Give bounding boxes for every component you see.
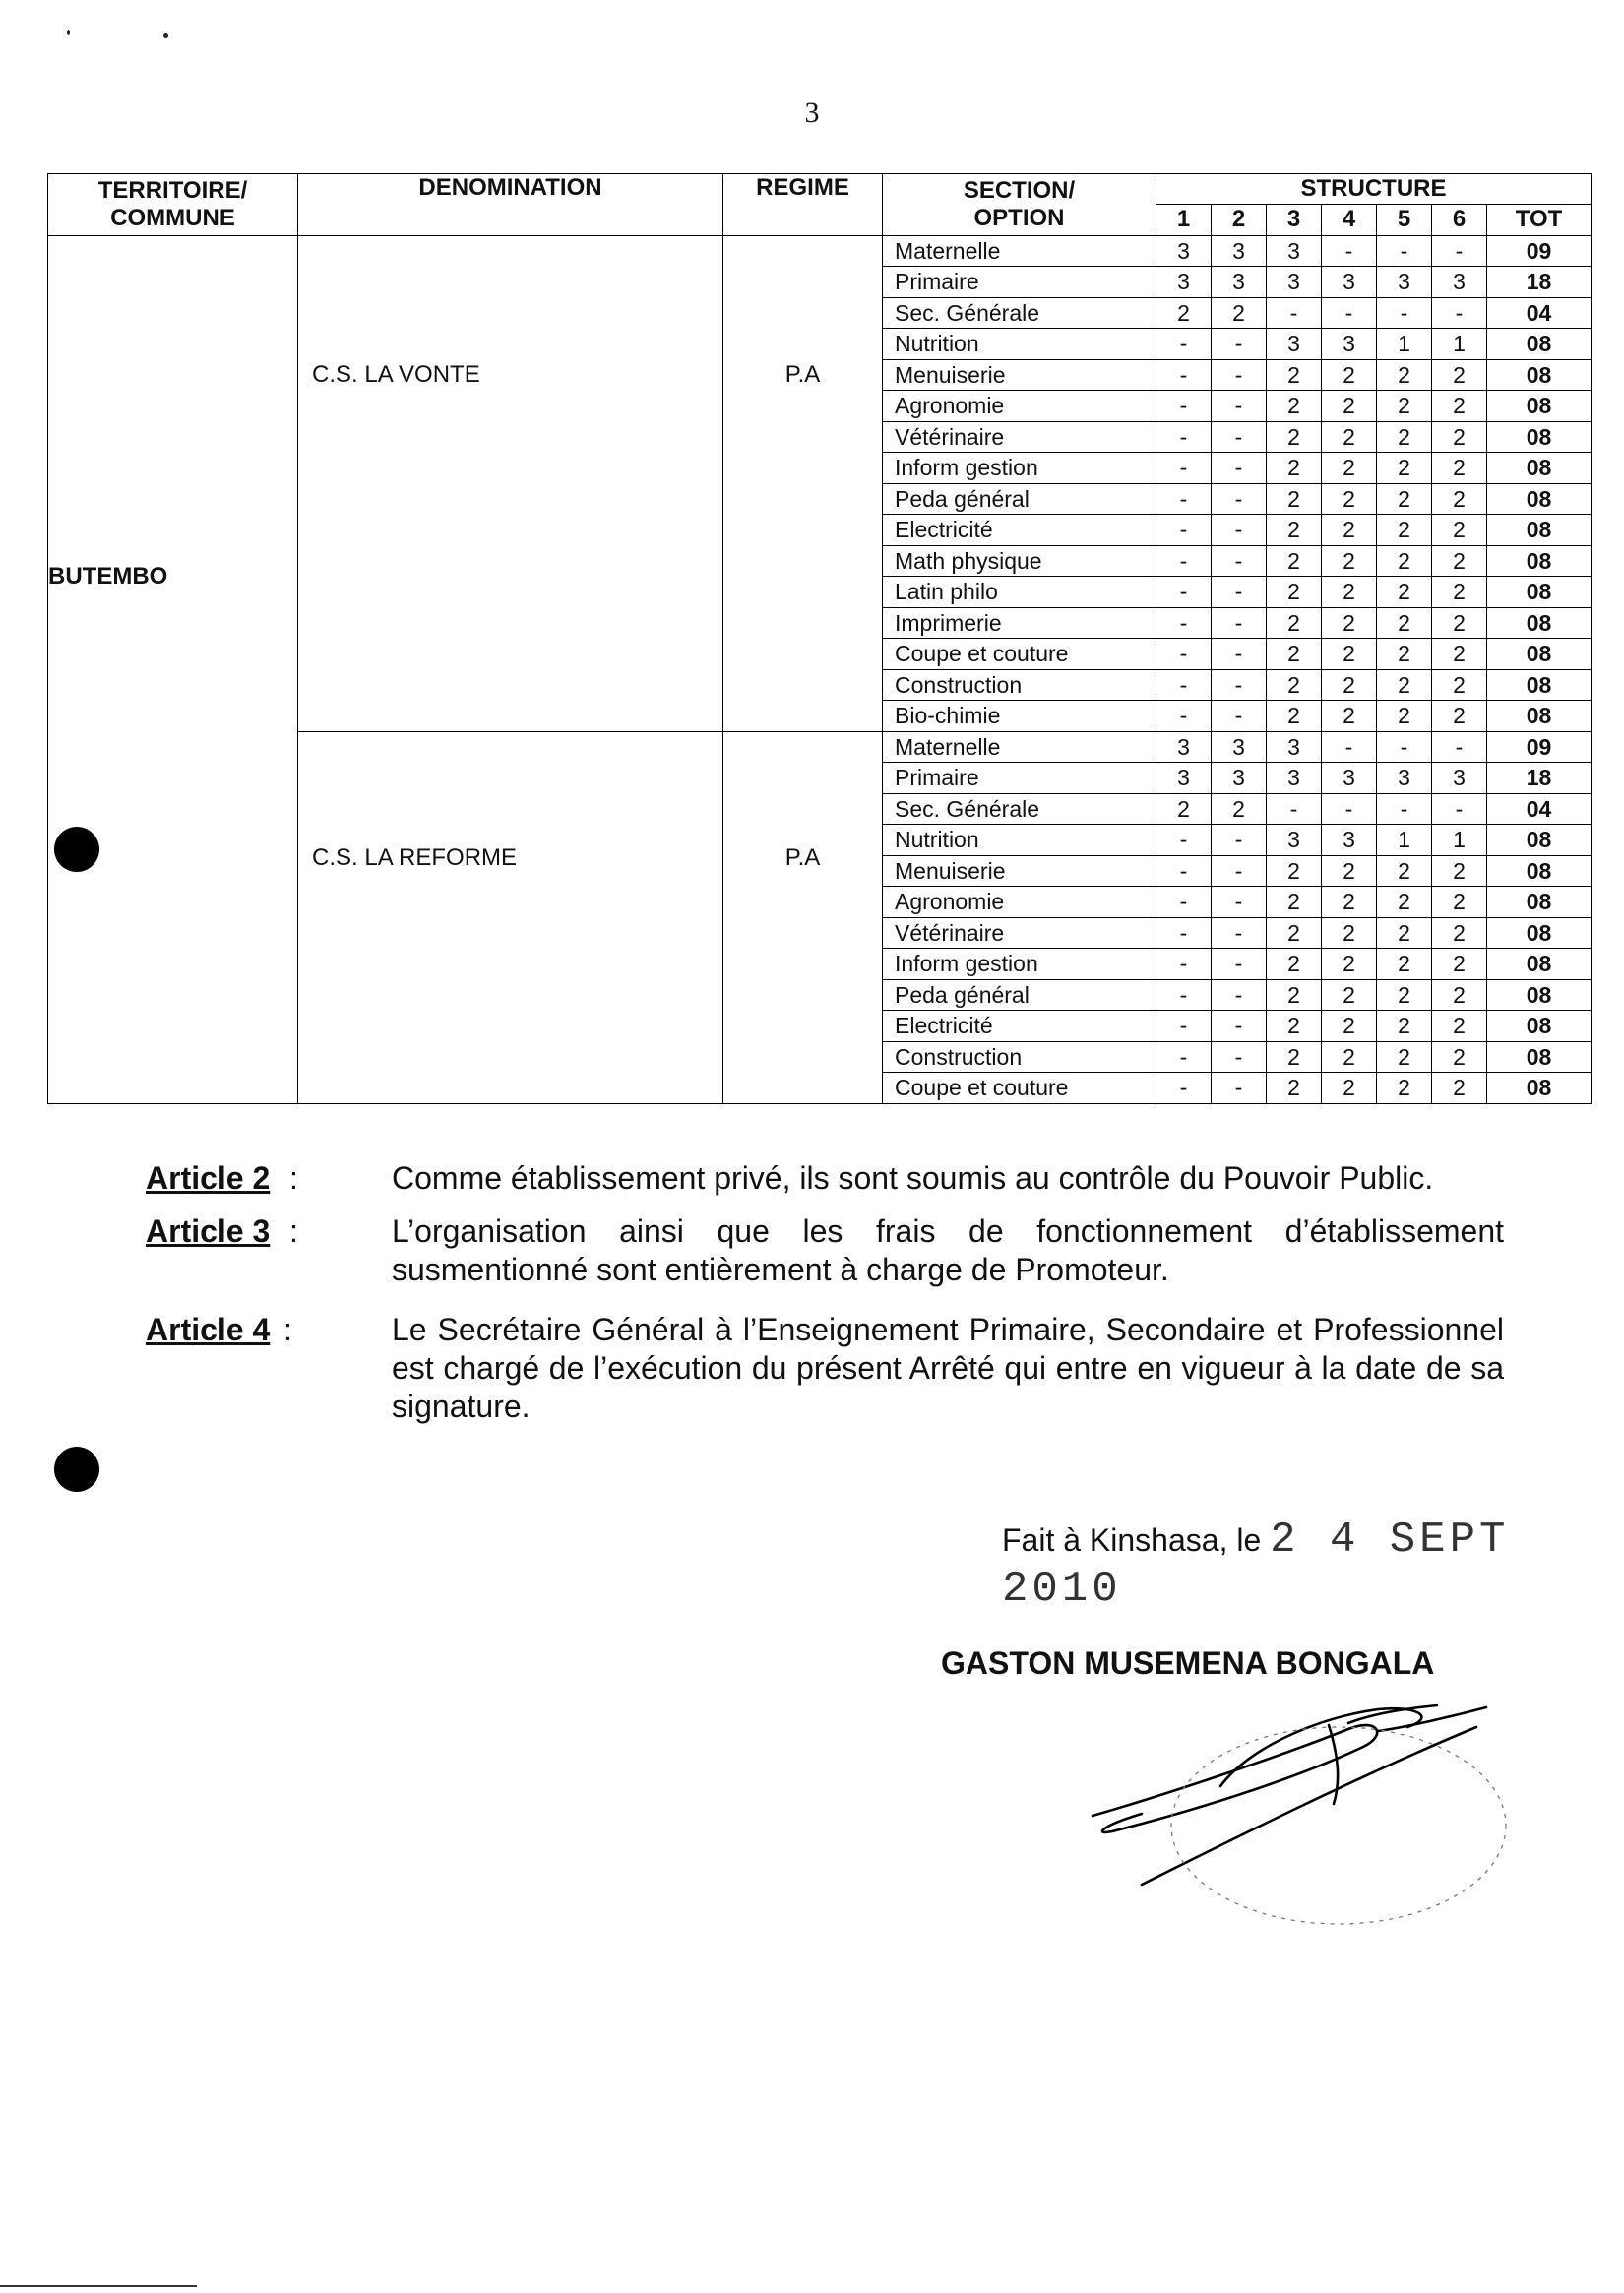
- option-cell: Peda général: [883, 483, 1156, 515]
- year-value: 2: [1432, 359, 1487, 391]
- year-value: 2: [1377, 949, 1432, 980]
- total-value: 08: [1487, 453, 1592, 484]
- header-year: 5: [1377, 205, 1432, 236]
- total-value: 08: [1487, 545, 1592, 577]
- scan-speck: [163, 33, 168, 38]
- year-value: -: [1156, 545, 1212, 577]
- article-text: L’organisation ainsi que les frais de fonctionnement d’établissement susmentionné sont entièrement à charge de Promoteur.: [392, 1213, 1504, 1287]
- article-text: Comme établissement privé, ils sont soumis au contrôle du Pouvoir Public.: [392, 1160, 1434, 1196]
- year-value: -: [1212, 669, 1267, 701]
- total-value: 08: [1487, 979, 1592, 1011]
- article-text: Le Secrétaire Général à l’Enseignement Primaire, Secondaire et Professionnel est chargé de l’exécution du présent Arrêté qui entre en vigueur à la date de sa signature.: [392, 1312, 1504, 1424]
- year-value: 2: [1322, 979, 1377, 1011]
- year-value: 2: [1322, 545, 1377, 577]
- school-structure-table: [47, 173, 1592, 1104]
- article-label: Article 4: [146, 1312, 271, 1347]
- total-value: 08: [1487, 483, 1592, 515]
- year-value: 2: [1322, 515, 1377, 546]
- total-value: 09: [1487, 731, 1592, 763]
- year-value: 2: [1377, 701, 1432, 732]
- option-cell: Menuiserie: [883, 359, 1156, 391]
- year-value: -: [1432, 297, 1487, 329]
- option-cell: Electricité: [883, 515, 1156, 546]
- year-value: 2: [1377, 855, 1432, 887]
- year-value: 2: [1322, 701, 1377, 732]
- year-value: 3: [1322, 267, 1377, 298]
- year-value: -: [1212, 577, 1267, 608]
- option-cell: Construction: [883, 669, 1156, 701]
- header-year: 6: [1432, 205, 1487, 236]
- option-cell: Primaire: [883, 267, 1156, 298]
- year-value: 2: [1322, 1073, 1377, 1104]
- year-value: 2: [1267, 949, 1322, 980]
- total-value: 08: [1487, 825, 1592, 856]
- year-value: 2: [1267, 855, 1322, 887]
- year-value: -: [1267, 297, 1322, 329]
- year-value: -: [1267, 793, 1322, 825]
- total-value: 08: [1487, 669, 1592, 701]
- year-value: 2: [1377, 979, 1432, 1011]
- article-colon: :: [289, 1213, 298, 1249]
- year-value: 2: [1377, 669, 1432, 701]
- year-value: 2: [1156, 297, 1212, 329]
- year-value: 2: [1322, 607, 1377, 639]
- year-value: 3: [1377, 267, 1432, 298]
- year-value: 2: [1377, 1041, 1432, 1073]
- header-section-option: SECTION/ OPTION: [883, 174, 1156, 236]
- year-value: 1: [1377, 825, 1432, 856]
- year-value: 3: [1267, 267, 1322, 298]
- year-value: -: [1156, 607, 1212, 639]
- year-value: 3: [1212, 267, 1267, 298]
- year-value: 2: [1322, 917, 1377, 949]
- option-cell: Maternelle: [883, 731, 1156, 763]
- total-value: 08: [1487, 887, 1592, 918]
- year-value: 2: [1377, 607, 1432, 639]
- year-value: 2: [1267, 421, 1322, 453]
- school-name: C.S. LA VONTE: [298, 235, 723, 731]
- place-and-date: [1002, 1516, 1624, 1614]
- year-value: -: [1322, 731, 1377, 763]
- year-value: 2: [1267, 1041, 1322, 1073]
- year-value: 2: [1377, 545, 1432, 577]
- total-value: 04: [1487, 297, 1592, 329]
- year-value: 2: [1432, 577, 1487, 608]
- year-value: 3: [1322, 825, 1377, 856]
- option-cell: Inform gestion: [883, 949, 1156, 980]
- year-value: 2: [1267, 979, 1322, 1011]
- year-value: 2: [1322, 887, 1377, 918]
- year-value: 2: [1322, 359, 1377, 391]
- year-value: 2: [1432, 391, 1487, 422]
- option-cell: Math physique: [883, 545, 1156, 577]
- year-value: 3: [1432, 267, 1487, 298]
- year-value: 3: [1212, 731, 1267, 763]
- year-value: 2: [1267, 1073, 1322, 1104]
- year-value: -: [1212, 545, 1267, 577]
- year-value: 2: [1267, 1011, 1322, 1042]
- year-value: -: [1432, 235, 1487, 267]
- year-value: -: [1212, 421, 1267, 453]
- year-value: -: [1432, 731, 1487, 763]
- year-value: 2: [1267, 359, 1322, 391]
- school-regime: P.A: [723, 235, 883, 731]
- year-value: 2: [1322, 949, 1377, 980]
- total-value: 08: [1487, 1041, 1592, 1073]
- year-value: 2: [1432, 1011, 1487, 1042]
- year-value: -: [1156, 359, 1212, 391]
- total-value: 08: [1487, 391, 1592, 422]
- year-value: -: [1156, 421, 1212, 453]
- year-value: 2: [1267, 453, 1322, 484]
- year-value: 2: [1432, 545, 1487, 577]
- year-value: -: [1156, 887, 1212, 918]
- year-value: -: [1432, 793, 1487, 825]
- table-body: [48, 235, 1592, 1103]
- place-label: Fait à Kinshasa, le: [1002, 1522, 1262, 1558]
- year-value: 2: [1212, 793, 1267, 825]
- total-value: 08: [1487, 359, 1592, 391]
- year-value: 3: [1267, 235, 1322, 267]
- year-value: -: [1322, 235, 1377, 267]
- year-value: 2: [1267, 577, 1322, 608]
- year-value: -: [1212, 607, 1267, 639]
- year-value: 2: [1377, 1011, 1432, 1042]
- total-value: 08: [1487, 949, 1592, 980]
- year-value: -: [1156, 1011, 1212, 1042]
- total-value: 08: [1487, 917, 1592, 949]
- article-colon: :: [283, 1312, 292, 1347]
- year-value: -: [1377, 793, 1432, 825]
- total-value: 08: [1487, 421, 1592, 453]
- header-year: 1: [1156, 205, 1212, 236]
- year-value: 3: [1156, 763, 1212, 794]
- article-label: Article 2: [146, 1160, 271, 1196]
- header-territoire: TERRITOIRE/ COMMUNE: [48, 174, 298, 236]
- option-cell: Nutrition: [883, 329, 1156, 360]
- option-cell: Agronomie: [883, 887, 1156, 918]
- total-value: 04: [1487, 793, 1592, 825]
- total-value: 18: [1487, 763, 1592, 794]
- year-value: -: [1156, 979, 1212, 1011]
- option-cell: Sec. Générale: [883, 793, 1156, 825]
- year-value: 2: [1322, 855, 1377, 887]
- article-colon: :: [289, 1160, 298, 1196]
- year-value: -: [1156, 1041, 1212, 1073]
- year-value: -: [1212, 391, 1267, 422]
- total-value: 08: [1487, 1011, 1592, 1042]
- year-value: 1: [1432, 825, 1487, 856]
- year-value: 2: [1267, 639, 1322, 670]
- total-value: 08: [1487, 1073, 1592, 1104]
- option-cell: Agronomie: [883, 391, 1156, 422]
- year-value: 2: [1156, 793, 1212, 825]
- year-value: 2: [1322, 483, 1377, 515]
- year-value: -: [1212, 329, 1267, 360]
- year-value: 2: [1267, 607, 1322, 639]
- year-value: 3: [1156, 235, 1212, 267]
- table-row: [48, 235, 1592, 267]
- total-value: 18: [1487, 267, 1592, 298]
- year-value: -: [1322, 793, 1377, 825]
- header-year: 2: [1212, 205, 1267, 236]
- year-value: 2: [1432, 483, 1487, 515]
- handwritten-signature: [1083, 1688, 1516, 1934]
- year-value: 3: [1377, 763, 1432, 794]
- year-value: -: [1212, 825, 1267, 856]
- year-value: 2: [1432, 949, 1487, 980]
- year-value: -: [1156, 639, 1212, 670]
- year-value: 3: [1267, 763, 1322, 794]
- total-value: 09: [1487, 235, 1592, 267]
- year-value: 3: [1156, 267, 1212, 298]
- year-value: -: [1156, 701, 1212, 732]
- year-value: 3: [1432, 763, 1487, 794]
- year-value: 2: [1432, 1041, 1487, 1073]
- header-regime: REGIME: [723, 174, 883, 236]
- article-label: Article 3: [146, 1213, 271, 1249]
- option-cell: Imprimerie: [883, 607, 1156, 639]
- year-value: 2: [1432, 917, 1487, 949]
- year-value: 2: [1432, 453, 1487, 484]
- option-cell: Nutrition: [883, 825, 1156, 856]
- year-value: 2: [1432, 421, 1487, 453]
- year-value: 3: [1212, 763, 1267, 794]
- total-value: 08: [1487, 329, 1592, 360]
- year-value: 2: [1267, 391, 1322, 422]
- header-year: 4: [1322, 205, 1377, 236]
- year-value: 2: [1267, 887, 1322, 918]
- year-value: 2: [1432, 855, 1487, 887]
- year-value: -: [1212, 453, 1267, 484]
- year-value: -: [1156, 917, 1212, 949]
- total-value: 08: [1487, 639, 1592, 670]
- total-value: 08: [1487, 577, 1592, 608]
- school-name: C.S. LA REFORME: [298, 731, 723, 1103]
- year-value: 2: [1267, 515, 1322, 546]
- date-stamp: 2 4 SEPT 2010: [1002, 1516, 1510, 1614]
- year-value: 2: [1432, 887, 1487, 918]
- territory-cell: BUTEMBO: [48, 235, 298, 1103]
- year-value: 2: [1322, 1041, 1377, 1073]
- year-value: -: [1212, 639, 1267, 670]
- header-structure: STRUCTURE: [1156, 174, 1592, 205]
- year-value: 2: [1267, 701, 1322, 732]
- option-cell: Coupe et couture: [883, 1073, 1156, 1104]
- total-value: 08: [1487, 701, 1592, 732]
- year-value: 2: [1432, 639, 1487, 670]
- year-value: 3: [1322, 329, 1377, 360]
- year-value: -: [1212, 917, 1267, 949]
- year-value: -: [1156, 949, 1212, 980]
- year-value: 3: [1212, 235, 1267, 267]
- year-value: 3: [1267, 329, 1322, 360]
- option-cell: Construction: [883, 1041, 1156, 1073]
- year-value: -: [1212, 483, 1267, 515]
- year-value: 2: [1377, 1073, 1432, 1104]
- year-value: 1: [1377, 329, 1432, 360]
- year-value: 2: [1322, 453, 1377, 484]
- year-value: -: [1212, 979, 1267, 1011]
- year-value: -: [1212, 1041, 1267, 1073]
- year-value: -: [1156, 391, 1212, 422]
- year-value: -: [1212, 887, 1267, 918]
- year-value: 2: [1432, 515, 1487, 546]
- option-cell: Peda général: [883, 979, 1156, 1011]
- option-cell: Vétérinaire: [883, 917, 1156, 949]
- year-value: 2: [1377, 359, 1432, 391]
- year-value: -: [1322, 297, 1377, 329]
- footer-rule: [0, 2285, 197, 2287]
- year-value: -: [1212, 949, 1267, 980]
- year-value: 2: [1267, 669, 1322, 701]
- year-value: 2: [1322, 669, 1377, 701]
- year-value: -: [1212, 515, 1267, 546]
- year-value: -: [1156, 329, 1212, 360]
- year-value: -: [1156, 669, 1212, 701]
- year-value: 2: [1377, 917, 1432, 949]
- option-cell: Bio-chimie: [883, 701, 1156, 732]
- option-cell: Sec. Générale: [883, 297, 1156, 329]
- year-value: 2: [1377, 639, 1432, 670]
- year-value: -: [1156, 483, 1212, 515]
- option-cell: Coupe et couture: [883, 639, 1156, 670]
- header-year: 3: [1267, 205, 1322, 236]
- year-value: 2: [1377, 483, 1432, 515]
- year-value: 2: [1377, 887, 1432, 918]
- year-value: 3: [1267, 731, 1322, 763]
- header-denomination: DENOMINATION: [298, 174, 723, 236]
- year-value: -: [1212, 701, 1267, 732]
- total-value: 08: [1487, 607, 1592, 639]
- year-value: -: [1212, 855, 1267, 887]
- year-value: 2: [1432, 979, 1487, 1011]
- school-regime: P.A: [723, 731, 883, 1103]
- year-value: 3: [1267, 825, 1322, 856]
- option-cell: Menuiserie: [883, 855, 1156, 887]
- year-value: 2: [1432, 607, 1487, 639]
- year-value: -: [1156, 515, 1212, 546]
- year-value: 2: [1322, 577, 1377, 608]
- signatory-name: GASTON MUSEMENA BONGALA: [941, 1645, 1435, 1681]
- year-value: -: [1212, 1073, 1267, 1104]
- year-value: -: [1156, 1073, 1212, 1104]
- year-value: 2: [1377, 453, 1432, 484]
- table-header: [48, 174, 1592, 236]
- year-value: 2: [1267, 545, 1322, 577]
- year-value: 2: [1322, 639, 1377, 670]
- year-value: -: [1212, 359, 1267, 391]
- year-value: -: [1156, 855, 1212, 887]
- option-cell: Maternelle: [883, 235, 1156, 267]
- year-value: -: [1156, 453, 1212, 484]
- year-value: -: [1156, 825, 1212, 856]
- year-value: 2: [1377, 421, 1432, 453]
- year-value: 1: [1432, 329, 1487, 360]
- year-value: 2: [1432, 1073, 1487, 1104]
- page-number: 3: [804, 96, 820, 129]
- year-value: 2: [1377, 577, 1432, 608]
- header-total: TOT: [1487, 205, 1592, 236]
- option-cell: Inform gestion: [883, 453, 1156, 484]
- year-value: -: [1212, 1011, 1267, 1042]
- year-value: -: [1377, 235, 1432, 267]
- year-value: -: [1377, 297, 1432, 329]
- year-value: 3: [1322, 763, 1377, 794]
- year-value: 2: [1322, 391, 1377, 422]
- year-value: 3: [1156, 731, 1212, 763]
- option-cell: Electricité: [883, 1011, 1156, 1042]
- total-value: 08: [1487, 855, 1592, 887]
- option-cell: Vétérinaire: [883, 421, 1156, 453]
- total-value: 08: [1487, 515, 1592, 546]
- year-value: 2: [1432, 669, 1487, 701]
- year-value: -: [1156, 577, 1212, 608]
- year-value: 2: [1322, 1011, 1377, 1042]
- punch-hole: [54, 1447, 99, 1492]
- year-value: 2: [1322, 421, 1377, 453]
- year-value: -: [1377, 731, 1432, 763]
- option-cell: Primaire: [883, 763, 1156, 794]
- year-value: 2: [1267, 483, 1322, 515]
- option-cell: Latin philo: [883, 577, 1156, 608]
- year-value: 2: [1212, 297, 1267, 329]
- year-value: 2: [1267, 917, 1322, 949]
- scan-speck: [67, 30, 70, 35]
- year-value: 2: [1377, 515, 1432, 546]
- year-value: 2: [1377, 391, 1432, 422]
- year-value: 2: [1432, 701, 1487, 732]
